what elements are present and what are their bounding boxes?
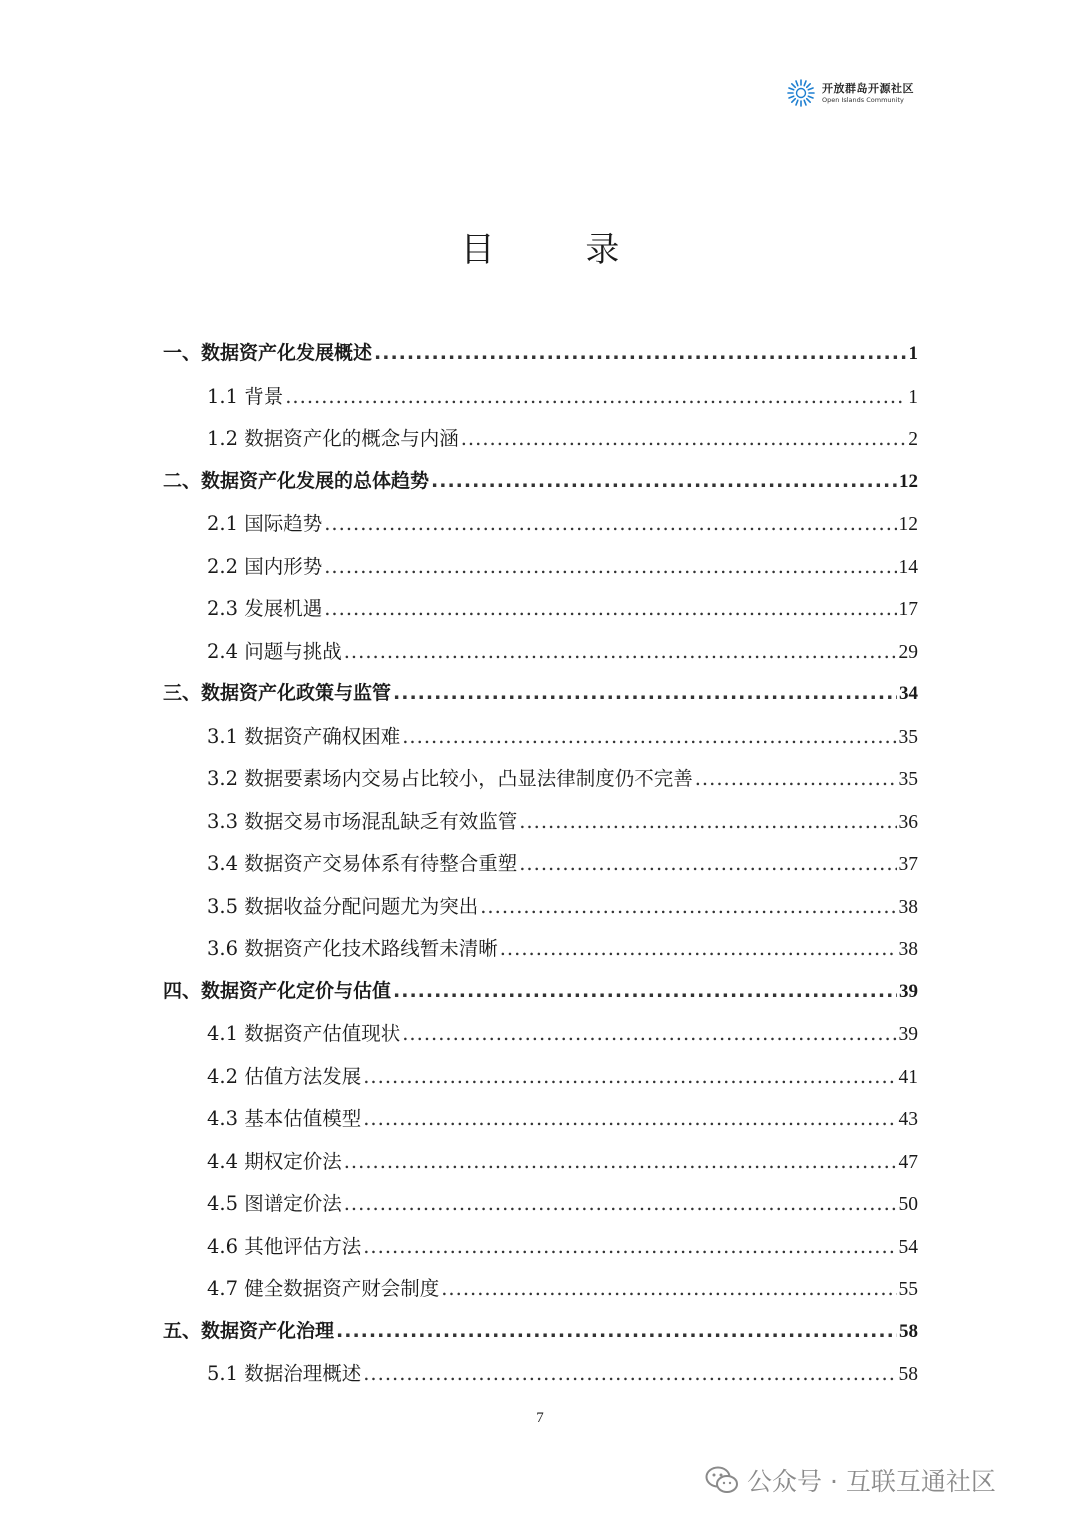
toc-entry-page: 58 — [899, 1320, 918, 1342]
toc-section-entry[interactable] — [163, 721, 918, 764]
page-number: 7 — [536, 1410, 544, 1426]
toc-entry-page: 50 — [898, 1194, 918, 1215]
logo-chinese-name: 开放群岛开源社区 — [822, 81, 914, 95]
toc-section-entry[interactable] — [163, 508, 918, 551]
toc-leader-dots — [519, 810, 896, 833]
toc-entry-page: 29 — [898, 641, 918, 663]
toc-section-entry[interactable] — [163, 636, 918, 679]
logo-english-name: Open Islands Community — [822, 95, 904, 104]
toc-leader-dots — [324, 555, 896, 578]
toc-section-entry[interactable] — [163, 1146, 918, 1189]
toc-entry-label: 3.4 数据资产交易体系有待整合重塑 — [207, 852, 518, 875]
toc-entry-label: 一、数据资产化发展概述 — [163, 342, 373, 364]
starburst-logo-icon — [786, 78, 816, 108]
toc-entry-label: 五、数据资产化治理 — [163, 1319, 335, 1342]
toc-section-entry[interactable] — [163, 423, 918, 466]
toc-entry-page: 39 — [899, 980, 918, 1002]
toc-chapter-entry[interactable] — [163, 466, 918, 509]
toc-entry-label: 3.2 数据要素场内交易占比较小，凸显法律制度仍不完善 — [207, 767, 693, 790]
toc-entry-label: 4.1 数据资产估值现状 — [207, 1022, 401, 1045]
toc-entry-page: 43 — [898, 1109, 918, 1130]
toc-leader-dots — [402, 1022, 896, 1045]
toc-leader-dots — [441, 1277, 896, 1300]
toc-leader-dots — [461, 427, 907, 450]
toc-section-entry[interactable] — [163, 1231, 918, 1274]
toc-chapter-entry[interactable] — [163, 338, 918, 381]
toc-entry-page: 55 — [898, 1279, 918, 1300]
toc-entry-label: 4.7 健全数据资产财会制度 — [207, 1277, 440, 1300]
toc-entry-label: 3.3 数据交易市场混乱缺乏有效监管 — [207, 809, 518, 833]
toc-leader-dots — [363, 1362, 896, 1385]
toc-leader-dots — [480, 895, 896, 918]
toc-section-entry[interactable] — [163, 848, 918, 891]
toc-entry-label: 4.4 期权定价法 — [207, 1149, 342, 1173]
toc-section-entry[interactable] — [163, 1273, 918, 1316]
toc-entry-page: 12 — [899, 470, 918, 492]
toc-entry-page: 54 — [898, 1236, 918, 1258]
toc-entry-page: 35 — [898, 726, 918, 748]
toc-entry-page: 58 — [898, 1364, 918, 1385]
toc-entry-label: 1.1 背景 — [207, 384, 284, 408]
toc-entry-page: 35 — [898, 769, 918, 790]
toc-entry-page: 47 — [898, 1151, 918, 1173]
toc-entry-page: 34 — [899, 683, 918, 704]
toc-section-entry[interactable] — [163, 763, 918, 806]
toc-entry-label: 2.1 国际趋势 — [207, 512, 323, 535]
toc-entry-label: 3.6 数据资产化技术路线暂未清晰 — [207, 937, 498, 960]
toc-chapter-entry[interactable] — [163, 976, 918, 1019]
toc-leader-dots — [336, 1320, 897, 1342]
page-title: 目 录 — [460, 230, 660, 270]
toc-entry-label: 4.5 图谱定价法 — [207, 1192, 342, 1215]
toc-entry-page: 1 — [908, 386, 918, 408]
toc-entry-page: 38 — [898, 896, 918, 918]
toc-leader-dots — [500, 937, 897, 960]
toc-entry-label: 三、数据资产化政策与监管 — [163, 682, 392, 704]
toc-entry-page: 36 — [898, 811, 918, 833]
community-logo — [786, 78, 914, 108]
toc-entry-page: 37 — [898, 854, 918, 875]
toc-entry-page: 38 — [898, 939, 918, 960]
toc-chapter-entry[interactable] — [163, 1316, 918, 1359]
toc-leader-dots — [344, 1192, 897, 1215]
toc-entry-label: 4.3 基本估值模型 — [207, 1107, 362, 1130]
toc-section-entry[interactable] — [163, 1061, 918, 1104]
toc-entry-label: 5.1 数据治理概述 — [207, 1362, 362, 1385]
toc-entry-label: 二、数据资产化发展的总体趋势 — [163, 469, 430, 492]
toc-entry-label: 1.2 数据资产化的概念与内涵 — [207, 427, 459, 450]
toc-entry-label: 四、数据资产化定价与估值 — [163, 979, 392, 1002]
toc-section-entry[interactable] — [163, 1358, 918, 1401]
toc-entry-page: 17 — [898, 599, 918, 620]
toc-section-entry[interactable] — [163, 933, 918, 976]
wechat-icon — [705, 1465, 739, 1495]
toc-entry-label: 2.2 国内形势 — [207, 554, 323, 578]
toc-leader-dots — [324, 597, 896, 620]
toc-entry-page: 39 — [898, 1024, 918, 1045]
toc-entry-label: 3.1 数据资产确权困难 — [207, 724, 401, 748]
toc-leader-dots — [374, 342, 906, 364]
toc-entry-page: 14 — [898, 556, 918, 578]
toc-section-entry[interactable] — [163, 806, 918, 849]
toc-leader-dots — [363, 1107, 896, 1130]
toc-section-entry[interactable] — [163, 1188, 918, 1231]
toc-leader-dots — [393, 682, 897, 704]
toc-leader-dots — [363, 1065, 896, 1088]
toc-leader-dots — [344, 640, 897, 663]
toc-section-entry[interactable] — [163, 551, 918, 594]
toc-leader-dots — [285, 385, 906, 408]
toc-entry-page: 2 — [908, 429, 918, 450]
toc-entry-page: 1 — [908, 343, 918, 364]
toc-entry-page: 41 — [898, 1066, 918, 1088]
toc-leader-dots — [519, 852, 896, 875]
toc-entry-label: 4.2 估值方法发展 — [207, 1064, 362, 1088]
toc-section-entry[interactable] — [163, 1018, 918, 1061]
toc-entry-page: 12 — [898, 514, 918, 535]
toc-section-entry[interactable] — [163, 381, 918, 424]
toc-chapter-entry[interactable] — [163, 678, 918, 721]
toc-leader-dots — [393, 980, 897, 1002]
toc-leader-dots — [344, 1150, 897, 1173]
table-of-contents — [163, 338, 918, 1401]
toc-leader-dots — [431, 470, 897, 492]
toc-leader-dots — [695, 767, 897, 790]
toc-section-entry[interactable] — [163, 891, 918, 934]
toc-entry-label: 4.6 其他评估方法 — [207, 1234, 362, 1258]
watermark-text: 公众号 · 互联互通社区 — [747, 1467, 996, 1496]
toc-entry-label: 2.3 发展机遇 — [207, 597, 323, 620]
toc-section-entry[interactable] — [163, 593, 918, 636]
toc-leader-dots — [402, 725, 896, 748]
toc-entry-label: 3.5 数据收益分配问题尤为突出 — [207, 894, 479, 918]
toc-entry-label: 2.4 问题与挑战 — [207, 639, 342, 663]
toc-leader-dots — [363, 1235, 896, 1258]
toc-leader-dots — [324, 512, 896, 535]
toc-section-entry[interactable] — [163, 1103, 918, 1146]
wechat-watermark — [705, 1462, 996, 1498]
